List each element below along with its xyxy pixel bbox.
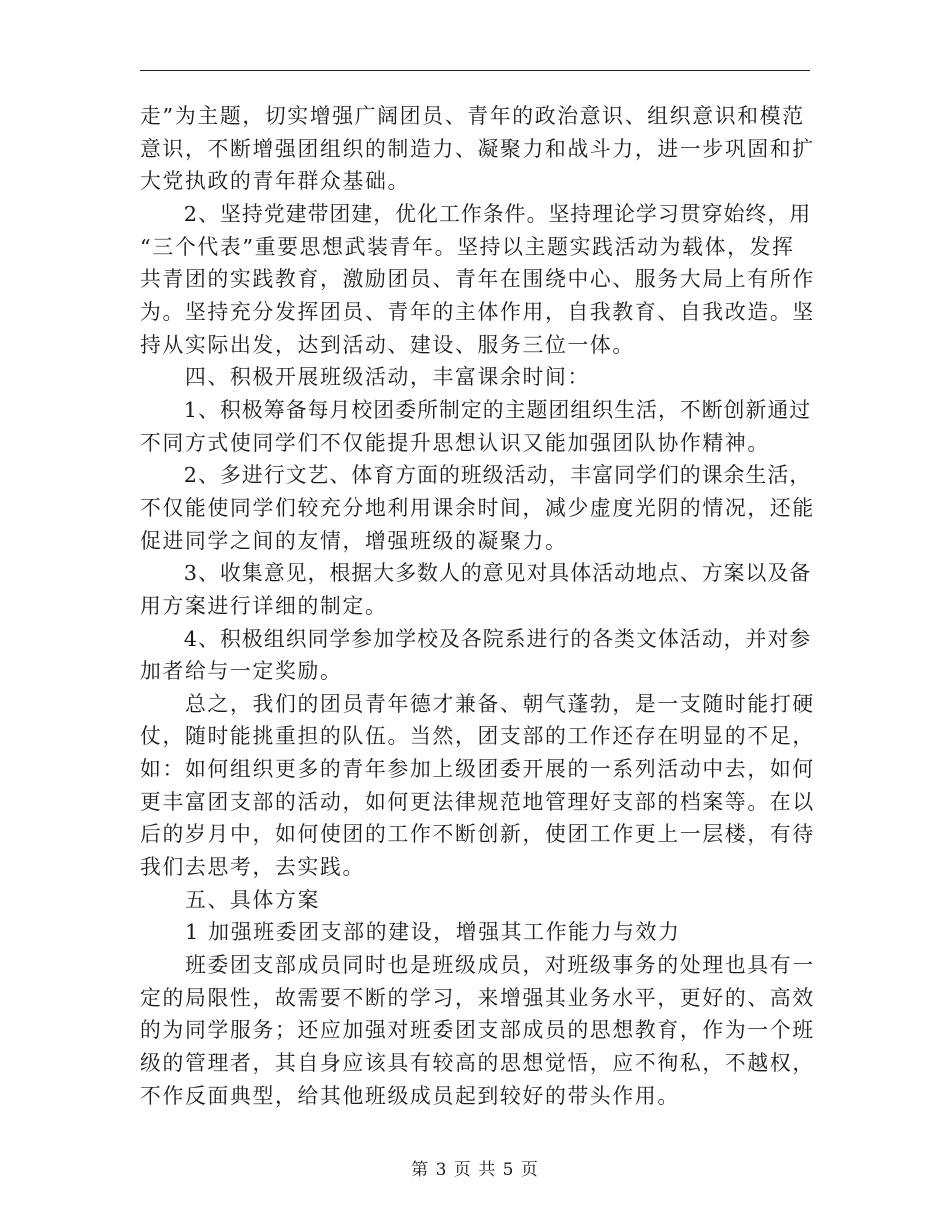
document-body <box>140 100 815 1112</box>
text-line: “三个代表”重要思想武装青年。坚持以主题实践活动为载体，发挥 <box>140 234 795 259</box>
text-line: 1、积极筹备每月校团委所制定的主题团组织生活，不断创新通过 <box>140 397 812 422</box>
text-line: 如：如何组织更多的青年参加上级团委开展的一系列活动中去，如何 <box>140 757 815 782</box>
text-line: 班委团支部成员同时也是班级成员，对班级事务的处理也具有一 <box>140 953 815 978</box>
text-line: 不同方式使同学们不仅能提升思想认识又能加强团队协作精神。 <box>140 430 770 455</box>
text-line: 不仅能使同学们较充分地利用课余时间，减少虚度光阴的情况，还能 <box>140 495 815 520</box>
text-line: 更丰富团支部的活动，如何更法律规范地管理好支部的档案等。在以 <box>140 789 815 814</box>
text-line: 4、积极组织同学参加学校及各院系进行的各类文体活动，并对参 <box>140 626 812 651</box>
text-line: 持从实际出发，达到活动、建设、服务三位一体。 <box>140 332 635 357</box>
text-line: 总之，我们的团员青年德才兼备、朝气蓬勃，是一支随时能打硬 <box>140 691 815 716</box>
header-rule <box>140 70 810 71</box>
text-line: 定的局限性，故需要不断的学习，来增强其业务水平，更好的、高效 <box>140 985 815 1010</box>
text-line: 3、收集意见，根据大多数人的意见对具体活动地点、方案以及备 <box>140 561 812 586</box>
section-heading: 四、积极开展班级活动，丰富课余时间： <box>140 365 590 390</box>
subsection-heading: 1 加强班委团支部的建设，增强其工作能力与效力 <box>140 920 681 945</box>
text-line: 2、坚持党建带团建，优化工作条件。坚持理论学习贯穿始终，用 <box>140 201 812 226</box>
text-line: 促进同学之间的友情，增强班级的凝聚力。 <box>140 528 568 553</box>
text-line: 加者给与一定奖励。 <box>140 659 343 684</box>
text-line: 后的岁月中，如何使团的工作不断创新，使团工作更上一层楼，有待 <box>140 822 815 847</box>
text-line: 用方案进行详细的制定。 <box>140 593 388 618</box>
text-line: 级的管理者，其自身应该具有较高的思想觉悟，应不徇私，不越权， <box>140 1051 815 1076</box>
text-line: 大党执政的青年群众基础。 <box>140 169 410 194</box>
text-line: 为。坚持充分发挥团员、青年的主体作用，自我教育、自我改造。坚 <box>140 299 815 324</box>
text-line: 走”为主题，切实增强广阔团员、青年的政治意识、组织意识和模范 <box>140 104 805 128</box>
text-line: 意识，不断增强团组织的制造力、凝聚力和战斗力，进一步巩固和扩 <box>140 136 815 161</box>
text-line: 的为同学服务；还应加强对班委团支部成员的思想教育，作为一个班 <box>140 1018 815 1043</box>
text-line: 2、多进行文艺、体育方面的班级活动，丰富同学们的课余生活， <box>140 463 812 488</box>
text-line: 仗，随时能挑重担的队伍。当然，团支部的工作还存在明显的不足， <box>140 724 815 749</box>
page-footer: 第 3 页 共 5 页 <box>411 1160 539 1180</box>
text-line: 不作反面典型，给其他班级成员起到较好的带头作用。 <box>140 1083 680 1108</box>
text-line: 共青团的实践教育，激励团员、青年在围绕中心、服务大局上有所作 <box>140 267 815 292</box>
section-heading: 五、具体方案 <box>140 887 320 912</box>
text-line: 我们去思考，去实践。 <box>140 855 365 880</box>
